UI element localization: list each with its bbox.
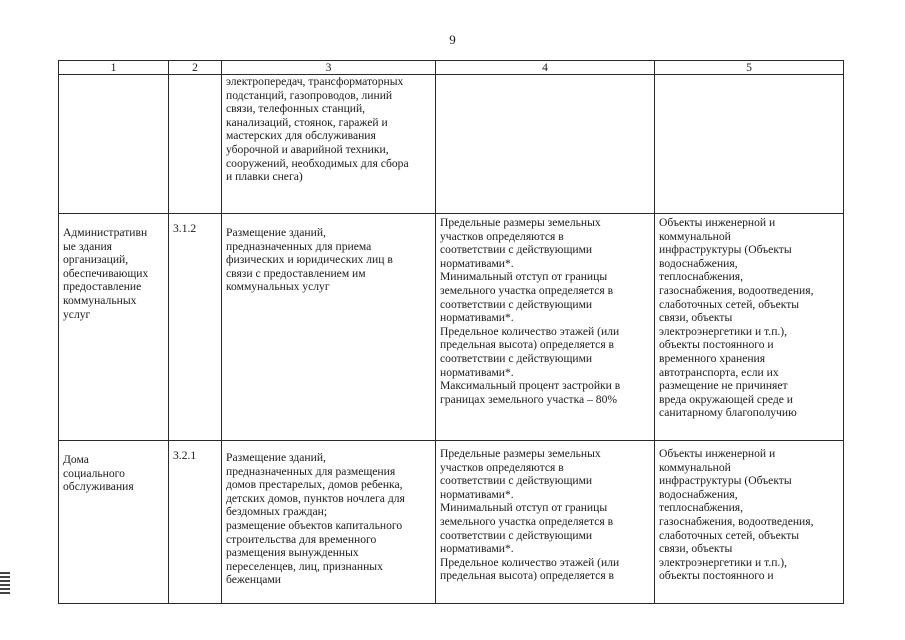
use-name-cell: Административн ые здания организаций, обеспечивающих предоставление коммунальных услуг: [59, 214, 169, 441]
use-description-cell: Размещение зданий, предназначенных для приема физических и юридических лиц в связи с предоставлением им коммунальных услуг: [222, 214, 436, 441]
use-parameters-cell: Предельные размеры земельных участков определяются в соответствии с действующими нормативами*. Минимальный отступ от границы земельного участка определяется в соответствии с действующими нормативами*. Предельное количество этажей (или предельная высота) определяется в: [436, 441, 655, 604]
use-description-cell: Размещение зданий, предназначенных для размещения домов престарелых, домов ребенка, детских домов, пунктов ночлега для бездомных граждан; размещение объектов капитального строительства для временного размещения вынужденных переселенцев, лиц, признанных беженцами: [222, 441, 436, 604]
cont-cell-code: [169, 75, 222, 214]
header-cell-2: 2: [169, 61, 222, 75]
cont-cell-description: электропередач, трансформаторных подстанций, газопроводов, линий связи, телефонных станций, канализаций, стоянок, гаражей и мастерских для обслуживания уборочной и аварийной техники, сооружений, необходимых для сбора и плавки снега): [222, 75, 436, 214]
table-row: [59, 441, 844, 604]
table-row-continuation: [59, 75, 844, 214]
auxiliary-uses-cell: Объекты инженерной и коммунальной инфраструктуры (Объекты водоснабжения, теплоснабжения, газоснабжения, водоотведения, слаботочных сетей, объекты связи, объекты электроэнергетики и т.п.), объекты постоянного и: [655, 441, 844, 604]
page-number: 9: [449, 32, 456, 47]
cont-cell-auxiliary: [655, 75, 844, 214]
auxiliary-uses-cell: Объекты инженерной и коммунальной инфраструктуры (Объекты водоснабжения, теплоснабжения, газоснабжения, водоотведения, слаботочных сетей, объекты связи, объекты электроэнергетики и т.п.), объекты постоянного и временного хранения автотранспорта, если их размещение не причиняет вреда окружающей среде и санитарному благополучию: [655, 214, 844, 441]
binding-margin-mark: [0, 572, 10, 596]
header-row: [59, 61, 844, 75]
use-name-cell: Дома социального обслуживания: [59, 441, 169, 604]
header-cell-3: 3: [222, 61, 436, 75]
table-row: [59, 214, 844, 441]
zoning-table: [58, 60, 844, 604]
header-cell-5: 5: [655, 61, 844, 75]
header-cell-4: 4: [436, 61, 655, 75]
header-cell-1: 1: [59, 61, 169, 75]
use-code-cell: 3.2.1: [169, 441, 222, 604]
use-code-cell: 3.1.2: [169, 214, 222, 441]
cont-cell-name: [59, 75, 169, 214]
use-parameters-cell: Предельные размеры земельных участков определяются в соответствии с действующими нормативами*. Минимальный отступ от границы земельного участка определяется в соответствии с действующими нормативами*. Предельное количество этажей (или предельная высота) определяется в соответствии с действующими нормативами*. Максимальный процент застройки в границах земельного участка – 80%: [436, 214, 655, 441]
cont-cell-parameters: [436, 75, 655, 214]
